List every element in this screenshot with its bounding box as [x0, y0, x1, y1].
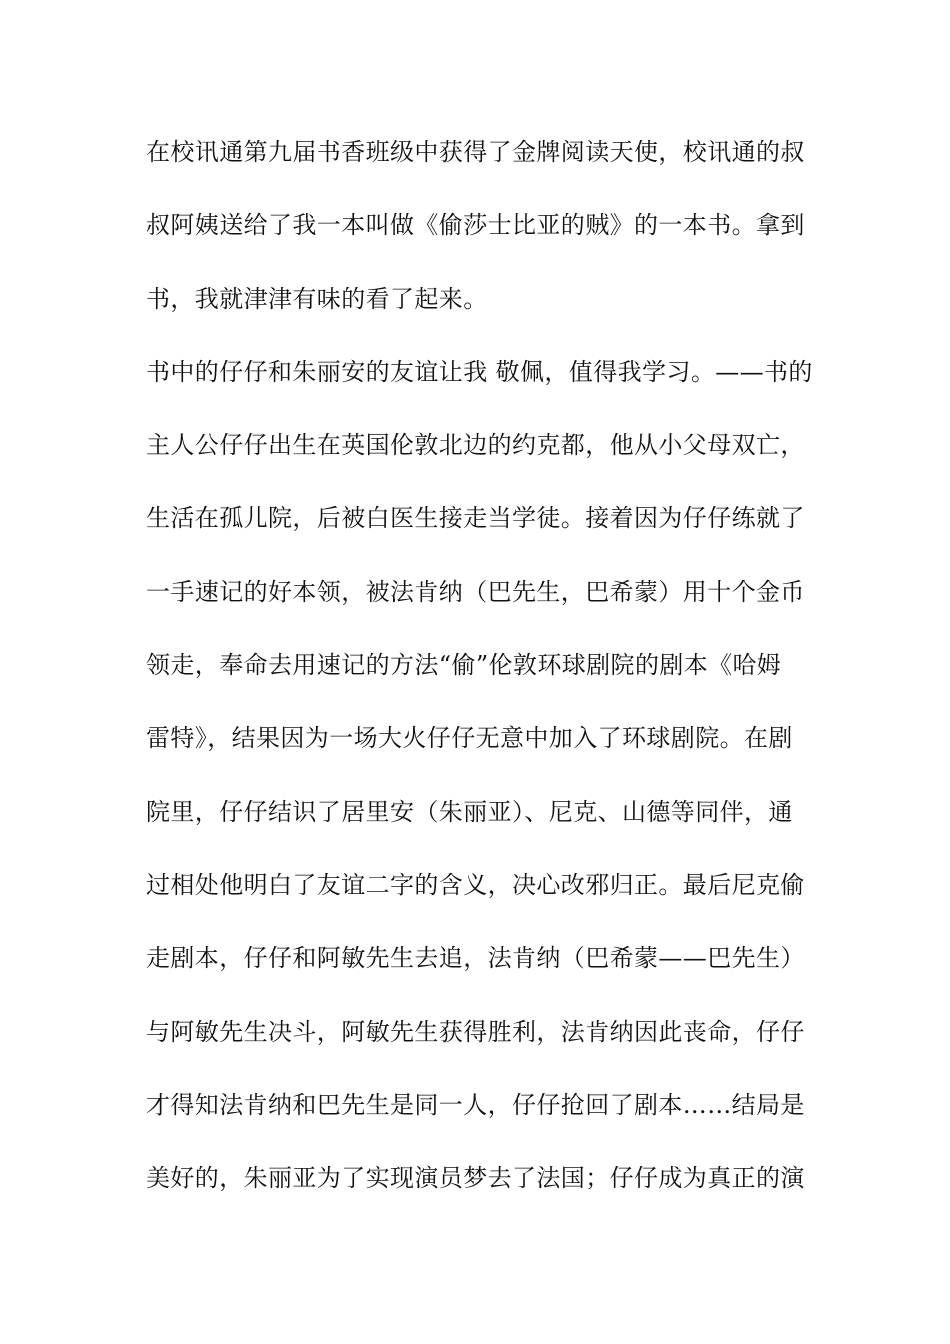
text-line: 才得知法肯纳和巴先生是同一人，仔仔抢回了剧本……结局是 — [146, 1090, 805, 1119]
text-line: 美好的，朱丽亚为了实现演员梦去了法国；仔仔成为真正的演 — [146, 1164, 805, 1193]
text-line: 领走，奉命去用速记的方法“偷”伦敦环球剧院的剧本《哈姆 — [146, 651, 782, 680]
body-text — [146, 128, 813, 1227]
text-line: 书中的仔仔和朱丽安的友谊让我 敬佩，值得我学习。——书的 — [146, 357, 813, 386]
text-line: 雷特》，结果因为一场大火仔仔无意中加入了环球剧院。在剧 — [146, 724, 793, 753]
text-line: 一手速记的好本领，被法肯纳（巴先生，巴希蒙）用十个金币 — [146, 577, 805, 606]
text-line: 书，我就津津有味的看了起来。 — [146, 284, 488, 313]
text-line: 走剧本，仔仔和阿敏先生去追，法肯纳（巴希蒙——巴先生） — [146, 944, 805, 973]
text-line: 生活在孤儿院，后被白医生接走当学徒。接着因为仔仔练就了 — [146, 504, 805, 533]
text-line: 在校讯通第九届书香班级中获得了金牌阅读天使，校讯通的叔 — [146, 138, 805, 166]
text-line: 叔阿姨送给了我一本叫做《偷莎士比亚的贼》的一本书。拿到 — [146, 211, 805, 240]
text-line: 过相处他明白了友谊二字的含义，决心改邪归正。最后尼克偷 — [146, 870, 805, 899]
text-line: 院里，仔仔结识了居里安（朱丽亚）、尼克、山德等同伴，通 — [146, 797, 793, 826]
text-line: 与阿敏先生决斗，阿敏先生获得胜利，法肯纳因此丧命，仔仔 — [146, 1017, 805, 1046]
text-line: 主人公仔仔出生在英国伦敦北边的约克都，他从小父母双亡， — [146, 431, 805, 460]
